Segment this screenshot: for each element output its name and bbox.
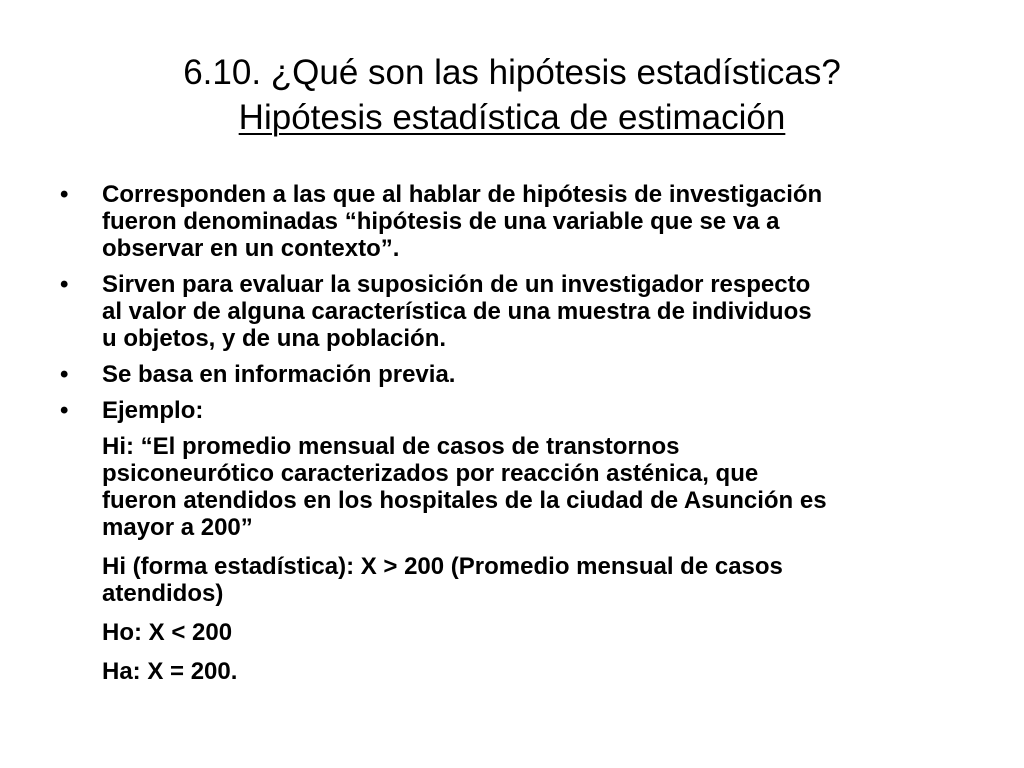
- ho-line: Ho: X < 200: [102, 619, 233, 646]
- bullet-marker: •: [60, 271, 69, 298]
- bullet-4-line-1: Ejemplo:: [102, 397, 204, 424]
- bullet-marker: •: [60, 181, 69, 208]
- bullet-item-1: [60, 181, 980, 262]
- alternative-hypothesis: [60, 658, 980, 685]
- bullet-3-line-1: Se basa en información previa.: [102, 361, 456, 388]
- bullet-2-line-1: Sirven para evaluar la suposición de un investigador respecto: [102, 271, 811, 298]
- title-subtitle: Hipótesis estadística de estimación: [238, 98, 786, 137]
- hi-line-2: psiconeurótico caracterizados por reacción asténica, que: [102, 460, 759, 487]
- title-main: 6.10. ¿Qué son las hipótesis estadísticas?: [183, 53, 841, 92]
- slide-content: [60, 181, 980, 685]
- bullet-1-line-2: fueron denominadas “hipótesis de una variable que se va a: [102, 208, 780, 235]
- hi-line-3: fueron atendidos en los hospitales de la ciudad de Asunción es: [102, 487, 827, 514]
- example-hypothesis: [60, 433, 980, 541]
- hi-line-1: Hi: “El promedio mensual de casos de transtornos: [102, 433, 680, 460]
- bullet-marker: •: [60, 361, 69, 388]
- bullet-item-4: [60, 397, 980, 424]
- bullet-item-2: [60, 271, 980, 352]
- hi-stat-line-1: Hi (forma estadística): X > 200 (Promedio mensual de casos: [102, 553, 783, 580]
- bullet-item-3: [60, 361, 980, 388]
- null-hypothesis: [60, 619, 980, 646]
- bullet-2-line-3: u objetos, y de una población.: [102, 325, 447, 352]
- bullet-1-line-3: observar en un contexto”.: [102, 235, 400, 262]
- ha-line: Ha: X = 200.: [102, 658, 238, 685]
- bullet-marker: •: [60, 397, 69, 424]
- bullet-2-line-2: al valor de alguna característica de una muestra de individuos: [102, 298, 812, 325]
- hi-line-4: mayor a 200”: [102, 514, 253, 541]
- bullet-1-line-1: Corresponden a las que al hablar de hipótesis de investigación: [102, 181, 823, 208]
- hi-stat-line-2: atendidos): [102, 580, 224, 607]
- slide-title: [40, 50, 984, 140]
- example-statistical-form: [60, 553, 980, 607]
